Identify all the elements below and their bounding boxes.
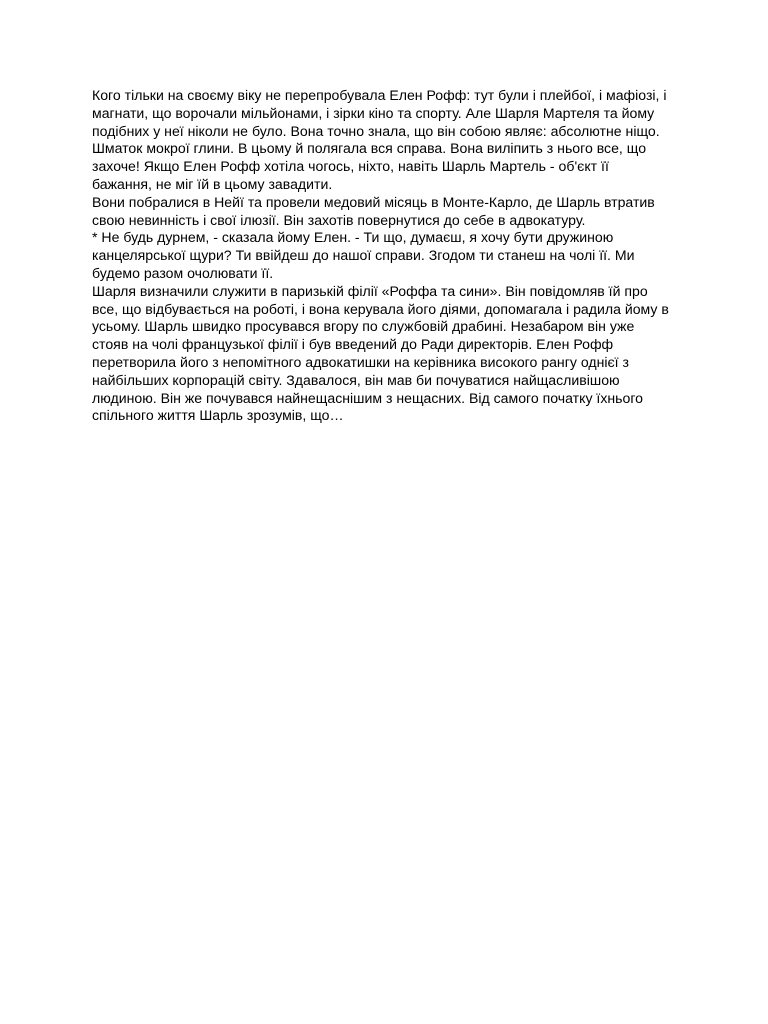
- paragraph-3: * Не будь дурнем, - сказала йому Елен. - Ти що, думаєш, я хочу бути дружиною канцелярської щури? Ти ввійдеш до нашої справи. Згодом ти станеш на чолі її. Ми будемо разом очолювати її.: [92, 229, 635, 281]
- paragraph-1: Кого тільки на своєму віку не перепробувала Елен Рофф: тут були і плейбої, і мафіозі, і магнати, що ворочали мільйонами, і зірки кіно та спорту. Але Шарля Мартеля та йому подібних у неї ніколи не було. Вона точно знала, що він собою являє: абсолютне ніщо. Шматок мокрої глини. В цьому й полягала вся справа. Вона виліпить з нього все, що захоче! Якщо Елен Рофф хотіла чогось, ніхто, навіть Шарль Мартель - об'єкт її бажання, не міг їй в цьому завадити.: [92, 87, 667, 192]
- document-page: [92, 87, 682, 425]
- paragraph-2: Вони побралися в Нейї та провели медовий місяць в Монте-Карло, де Шарль втратив свою невинність і свої ілюзії. Він захотів повернутися до себе в адвокатуру.: [92, 193, 655, 228]
- paragraph-4: Шарля визначили служити в паризькій філії «Роффа та сини». Він повідомляв їй про все, що відбувається на роботі, і вона керувала його діями, допомагала і радила йому в усьому. Шарль швидко просувався вгору по службовій драбині. Незабаром він уже стояв на чолі французької філії і був введений до Ради директорів. Елен Рофф перетворила його з непомітного адвокатишки на керівника високого рангу однієї з найбільших корпорацій світу. Здавалося, він мав би почуватися найщасливішою людиною. Він же почувався найнещаснішим з нещасних. Від самого початку їхнього спільного життя Шарль зрозумів, що…: [92, 282, 669, 424]
